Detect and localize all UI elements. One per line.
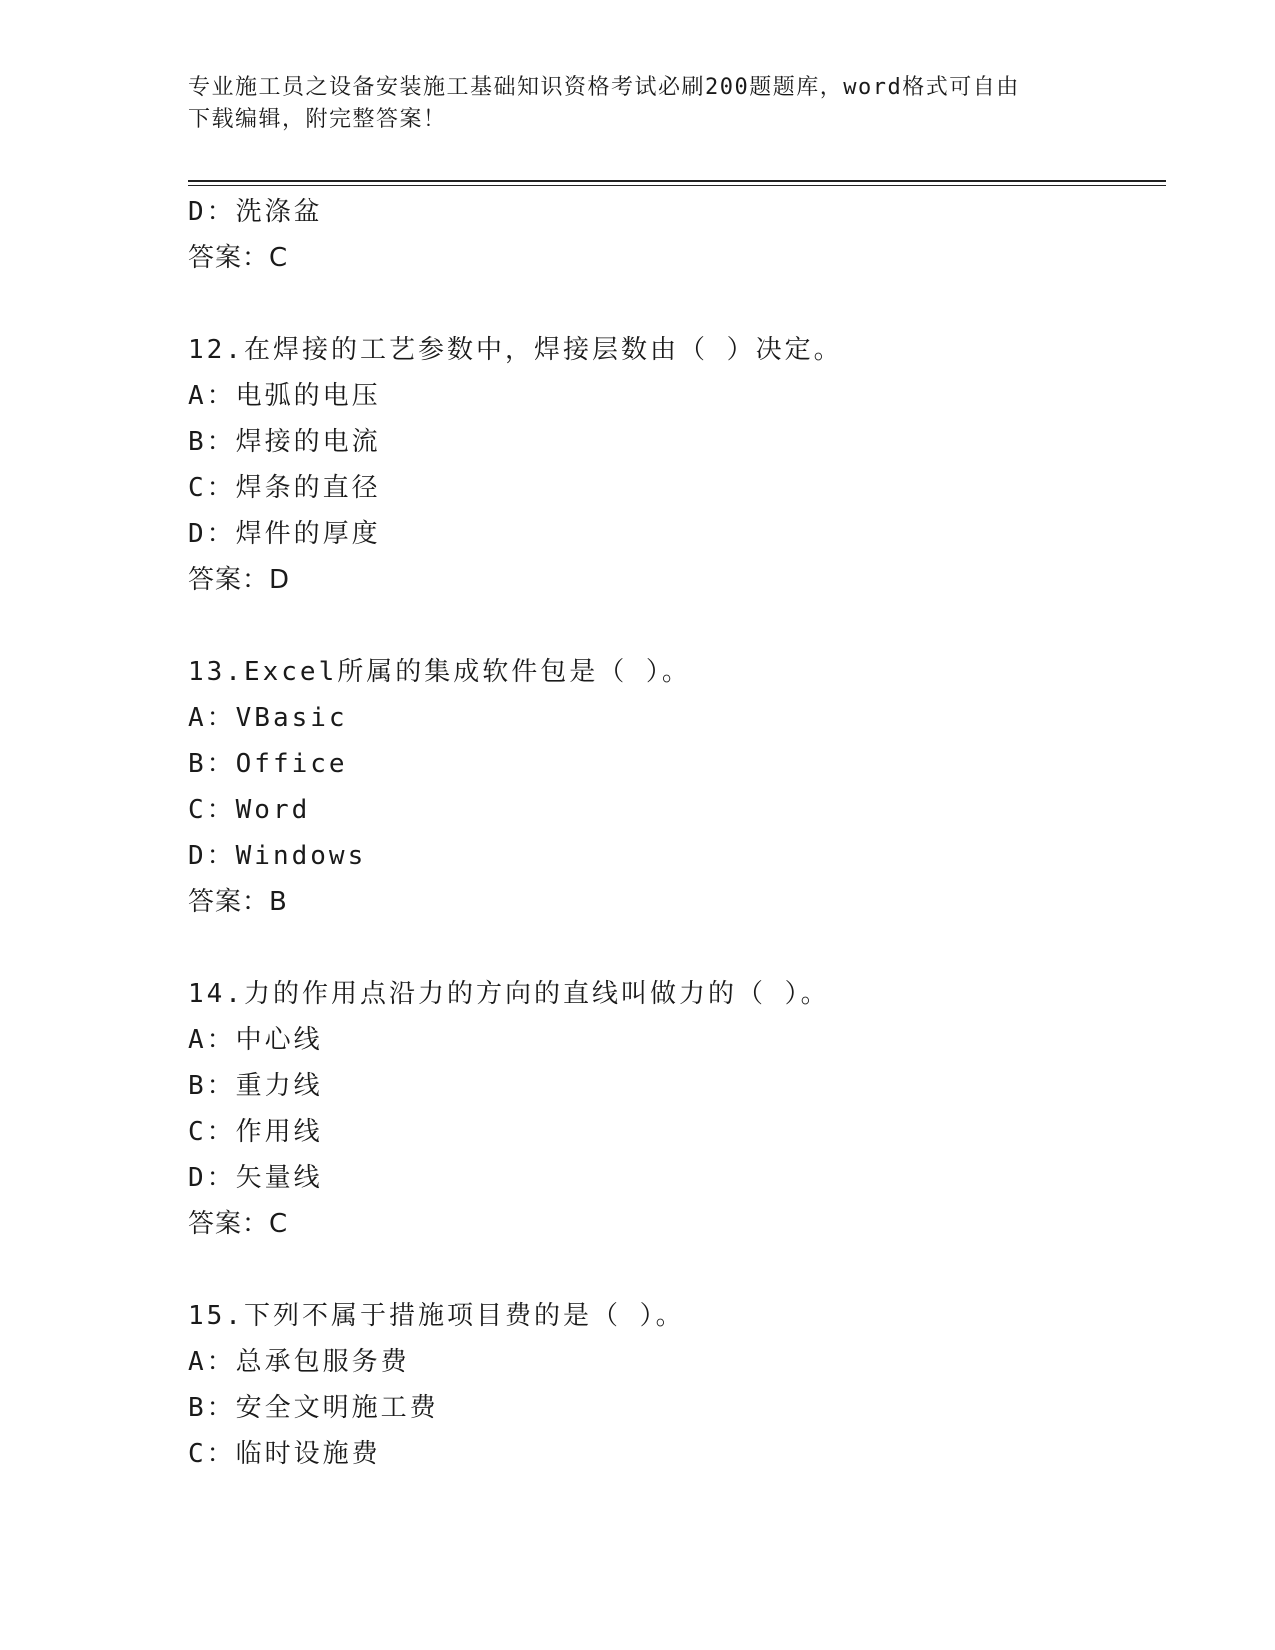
option-d: D：矢量线 [188, 1163, 323, 1193]
option-d: D：洗涤盆 [188, 197, 323, 227]
option-a: A：VBasic [188, 703, 348, 733]
option-b: B：重力线 [188, 1071, 323, 1101]
question-list [188, 189, 1168, 1477]
option-d: D：焊件的厚度 [188, 519, 381, 549]
question-stem: 13.Excel所属的集成软件包是（ ）。 [188, 657, 691, 687]
option-a: A：电弧的电压 [188, 381, 381, 411]
question-spacer [188, 281, 1168, 327]
option-b: B：安全文明施工费 [188, 1393, 439, 1423]
answer-line: 答案：D [188, 565, 291, 595]
option-b: B：Office [188, 749, 348, 779]
header-rule-thick [188, 180, 1166, 182]
header-title-line-2: 下载编辑，附完整答案！ [188, 107, 447, 132]
option-b: B：焊接的电流 [188, 427, 381, 457]
question-stem: 12.在焊接的工艺参数中，焊接层数由（ ）决定。 [188, 335, 843, 365]
answer-line: 答案：C [188, 1209, 289, 1239]
question-spacer [188, 603, 1168, 649]
option-c: C：Word [188, 795, 311, 825]
question-12 [188, 327, 1168, 603]
header-rule-thin [188, 185, 1166, 186]
option-c: C：临时设施费 [188, 1439, 381, 1469]
question-spacer [188, 925, 1168, 971]
question-11-continued [188, 189, 1168, 281]
document-header [188, 72, 1088, 136]
question-15 [188, 1293, 1168, 1477]
option-d: D：Windows [188, 841, 367, 871]
option-a: A：总承包服务费 [188, 1347, 410, 1377]
option-c: C：焊条的直径 [188, 473, 381, 503]
question-stem: 14.力的作用点沿力的方向的直线叫做力的（ ）。 [188, 979, 830, 1009]
answer-line: 答案：C [188, 243, 289, 273]
option-c: C：作用线 [188, 1117, 323, 1147]
question-14 [188, 971, 1168, 1247]
option-a: A：中心线 [188, 1025, 323, 1055]
question-spacer [188, 1247, 1168, 1293]
answer-line: 答案：B [188, 887, 288, 917]
header-title-line-1: 专业施工员之设备安装施工基础知识资格考试必刷200题题库，word格式可自由 [188, 75, 1020, 100]
question-13 [188, 649, 1168, 925]
question-stem: 15.下列不属于措施项目费的是（ ）。 [188, 1301, 685, 1331]
